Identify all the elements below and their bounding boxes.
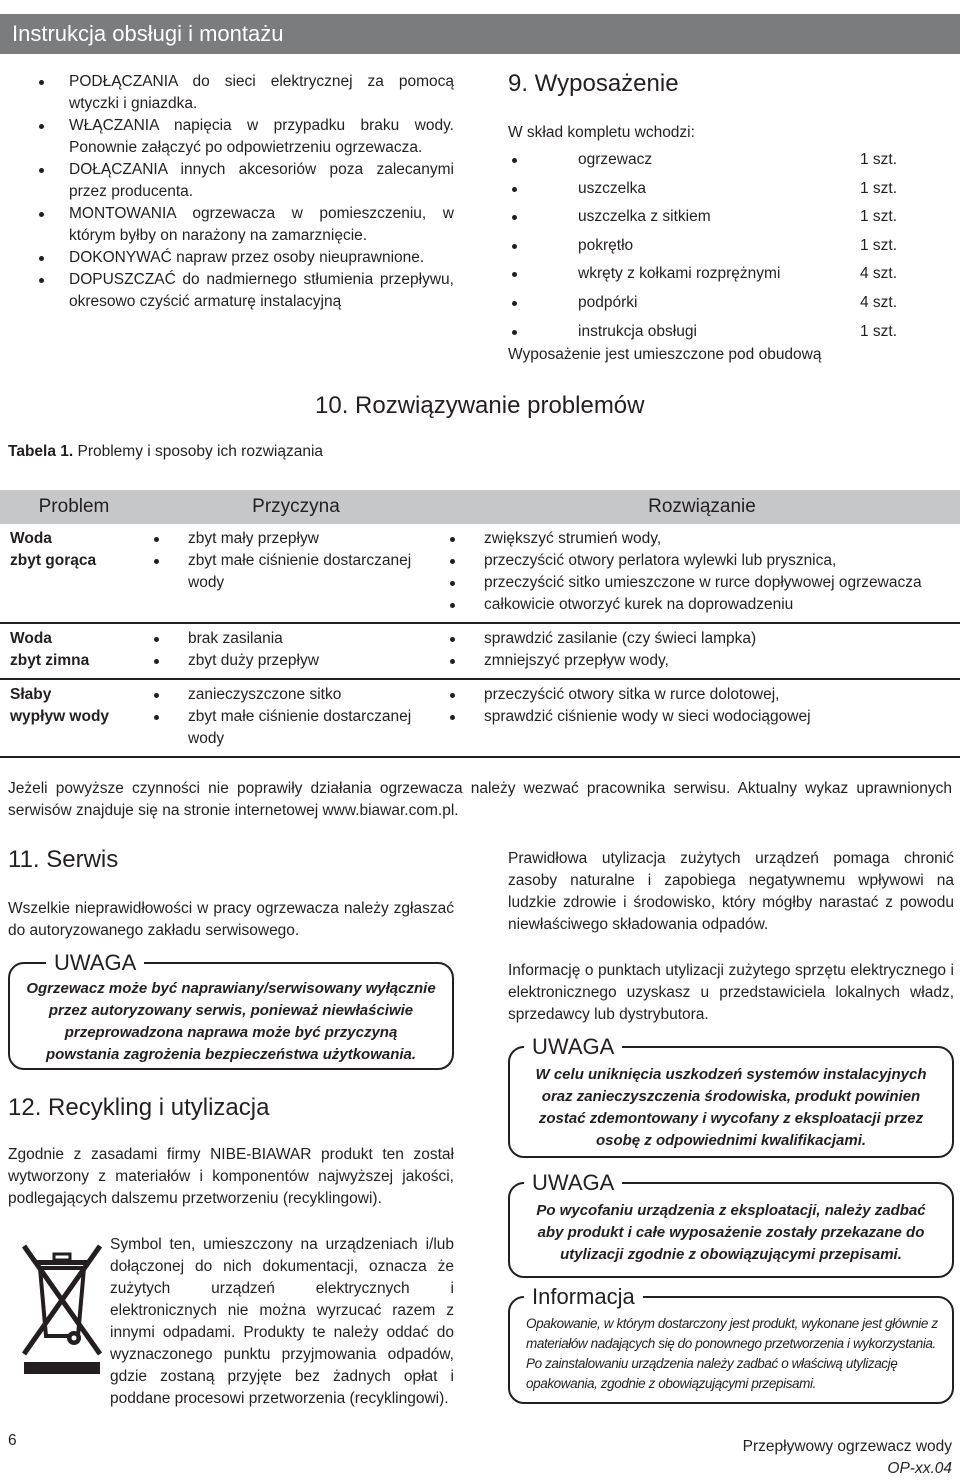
equipment-qty: 4 szt.	[860, 265, 898, 283]
recycling-title: 12. Recykling i utylizacja	[8, 1094, 270, 1121]
equipment-name: podpórki	[578, 293, 638, 311]
list-item: przeczyścić otwory perlatora wylewki lub prysznica,	[444, 550, 954, 572]
recycling-text: Zgodnie z zasadami firmy NIBE-BIAWAR produkt ten został wytworzony z materiałów i komponentów najwyższej jakości, podlegających dalszemu przetworzeniu (recyklingowi).	[8, 1146, 454, 1207]
page-number: 6	[8, 1432, 17, 1449]
column-header-solution: Rozwiązanie	[444, 490, 960, 524]
problem-cell	[0, 679, 148, 757]
cause-list	[148, 528, 438, 594]
service-warning-box	[8, 950, 454, 1070]
problem-cell	[0, 524, 148, 623]
equipment-name: uszczelka z sitkiem	[578, 208, 711, 226]
recycling-warning-box	[508, 1034, 954, 1158]
column-header-cause: Przyczyna	[148, 490, 444, 524]
column-header-problem: Problem	[0, 490, 148, 524]
equipment-name: instrukcja obsługi	[578, 322, 697, 340]
info-box	[508, 1284, 954, 1404]
table-row	[0, 623, 960, 679]
equipment-qty: 1 szt.	[860, 179, 898, 197]
solution-list	[444, 528, 954, 616]
problem-cell	[0, 623, 148, 679]
cause-list	[148, 628, 438, 672]
list-item: sprawdzić zasilanie (czy świeci lampka)	[444, 628, 954, 650]
list-item	[510, 289, 930, 318]
page-title: Instrukcja obsługi i montażu	[12, 21, 284, 46]
list-item: MONTOWANIA ogrzewacza w pomieszczeniu, w którym byłby on narażony na zamarznięcie.	[37, 203, 454, 247]
list-item: DOPUSZCZAĆ do nadmiernego stłumienia przepływu, okresowo czyścić armaturę instalacyjną	[37, 269, 454, 313]
troubleshooting-table	[0, 490, 960, 758]
solution-cell	[444, 623, 960, 679]
solution-list	[444, 684, 954, 728]
problem-label: zbyt zimna	[10, 652, 90, 669]
troubleshooting-title: 10. Rozwiązywanie problemów	[315, 392, 645, 419]
weee-symbol-text: Symbol ten, umieszczony na urządzeniach i/lub dołączonej do nich dokumentacji, oznacza że zużytych urządzeń elektrycznych i elektronicznych nie można wyrzucać razem z innymi odpadami. Produkty te należy oddać do wyznaczonego punktu przyjmowania odpadów, gdzie zostaną przyjęte bez żadnych opłat i poddane procesowi przetworzenia (recyklingowi).	[110, 1236, 454, 1407]
table-row	[0, 679, 960, 757]
service-text: Wszelkie nieprawidłowości w pracy ogrzewacza należy zgłaszać do autoryzowanego zakładu serwisowego.	[8, 900, 454, 939]
list-item: zbyt małe ciśnienie dostarczanej wody	[148, 706, 438, 750]
disposal-warning-box	[508, 1170, 954, 1278]
warning-text: Po wycofaniu urządzenia z eksploatacji, należy zadbać aby produkt i całe wyposażenie zostały przekazane do utylizacji zgodnie z obowiązującymi przepisami.	[536, 1202, 926, 1263]
list-item: zbyt mały przepływ	[148, 528, 438, 550]
list-item	[510, 203, 930, 232]
equipment-note: Wyposażenie jest umieszczone pod obudową	[508, 346, 822, 363]
solution-cell	[444, 524, 960, 623]
equipment-name: uszczelka	[578, 179, 647, 197]
info-title: Informacja	[524, 1284, 643, 1310]
solution-cell	[444, 679, 960, 757]
table-caption-label: Tabela 1.	[8, 443, 74, 460]
table-row	[0, 524, 960, 623]
warning-title: UWAGA	[524, 1034, 622, 1060]
problem-label: Woda	[10, 530, 52, 547]
cause-cell	[148, 679, 444, 757]
list-item: PODŁĄCZANIA do sieci elektrycznej za pomocą wtyczki i gniazdka.	[37, 71, 454, 115]
list-item: zbyt małe ciśnienie dostarczanej wody	[148, 550, 438, 594]
cause-cell	[148, 623, 444, 679]
list-item: zbyt duży przepływ	[148, 650, 438, 672]
list-item	[510, 175, 930, 204]
warning-title: UWAGA	[524, 1170, 622, 1196]
list-item: DOŁĄCZANIA innych akcesoriów poza zalecanymi przez producenta.	[37, 159, 454, 203]
warnings-list	[37, 71, 454, 313]
warning-text: W celu uniknięcia uszkodzeń systemów instalacyjnych oraz zanieczyszczenia środowiska, produkt powinien zostać zdemontowany i wycofany z eksploatacji przez osobę z odpowiednimi kwalifikacjami.	[535, 1066, 927, 1149]
footer-code: OP-xx.04	[887, 1460, 952, 1477]
problem-label: wypływ wody	[10, 708, 110, 725]
list-item	[510, 260, 930, 289]
equipment-qty: 1 szt.	[860, 208, 898, 226]
list-item: sprawdzić ciśnienie wody w sieci wodociągowej	[444, 706, 954, 728]
list-item: przeczyścić otwory sitka w rurce dolotowej,	[444, 684, 954, 706]
list-item	[510, 318, 930, 347]
table-caption	[8, 441, 323, 463]
list-item	[510, 232, 930, 261]
equipment-intro: W skład kompletu wchodzi:	[508, 124, 695, 141]
equipment-qty: 1 szt.	[860, 151, 898, 168]
warning-text: Ogrzewacz może być naprawiany/serwisowany wyłącznie przez autoryzowany serwis, ponieważ niewłaściwie przeprowadzona naprawa może być przyczyną powstania zagrożenia bezpieczeństwa użytkowania.	[26, 980, 436, 1063]
problem-label: Woda	[10, 630, 52, 647]
list-item: WŁĄCZANIA napięcia w przypadku braku wody. Ponownie załączyć po odpowietrzeniu ogrzewacza.	[37, 115, 454, 159]
equipment-name: wkręty z kołkami rozprężnymi	[578, 265, 781, 283]
list-item: zanieczyszczone sitko	[148, 684, 438, 706]
problem-label: zbyt gorąca	[10, 552, 97, 569]
list-item: DOKONYWAĆ napraw przez osoby nieuprawnione.	[37, 247, 454, 269]
crossed-bin-icon	[14, 1236, 110, 1376]
equipment-qty: 4 szt.	[860, 293, 898, 311]
list-item: zwiększyć strumień wody,	[444, 528, 954, 550]
service-title: 11. Serwis	[8, 846, 119, 873]
problem-label: Słaby	[10, 686, 52, 703]
equipment-name: ogrzewacz	[578, 151, 653, 168]
cause-cell	[148, 524, 444, 623]
info-text: Opakowanie, w którym dostarczony jest produkt, wykonane jest głównie z materiałów nadających się do ponownego przetworzenia i wykorzystania. Po zainstalowaniu urządzenia należy zadbać o właściwą utylizację opakowania, zgodnie z obowiązującymi przepisami.	[526, 1316, 938, 1391]
recycling-para1: Prawidłowa utylizacja zużytych urządzeń pomaga chronić zasoby naturalne i zapobiega negatywnemu wpływowi na ludzkie zdrowie i środowisko, który mógłby narastać z powodu niewłaściwego składowania odpadów.	[508, 850, 954, 933]
equipment-title: 9. Wyposażenie	[508, 70, 679, 97]
cause-list	[148, 684, 438, 750]
equipment-name: pokrętło	[578, 236, 634, 254]
service-contact-note: Jeżeli powyższe czynności nie poprawiły działania ogrzewacza należy wezwać pracownika serwisu. Aktualny wykaz uprawnionych serwisów znajduje się na stronie internetowej www.biawar.com.pl.	[8, 780, 952, 819]
header-bar	[0, 14, 960, 54]
list-item: przeczyścić sitko umieszczone w rurce dopływowej ogrzewacza	[444, 572, 954, 594]
equipment-qty: 1 szt.	[860, 322, 898, 340]
list-item: brak zasilania	[148, 628, 438, 650]
recycling-para2: Informację o punktach utylizacji zużytego sprzętu elektrycznego i elektronicznego uzyskasz u przedstawiciela lokalnych władz, sprzedawcy lub dystrybutora.	[508, 962, 954, 1023]
warning-title: UWAGA	[46, 950, 144, 976]
table-caption-text: Problemy i sposoby ich rozwiązania	[73, 443, 324, 460]
list-item	[510, 146, 930, 175]
solution-list	[444, 628, 954, 672]
list-item: zmniejszyć przepływ wody,	[444, 650, 954, 672]
list-item: całkowicie otworzyć kurek na doprowadzeniu	[444, 594, 954, 616]
equipment-qty: 1 szt.	[860, 236, 898, 254]
footer-product: Przepływowy ogrzewacz wody	[742, 1438, 952, 1455]
equipment-list	[510, 146, 930, 346]
